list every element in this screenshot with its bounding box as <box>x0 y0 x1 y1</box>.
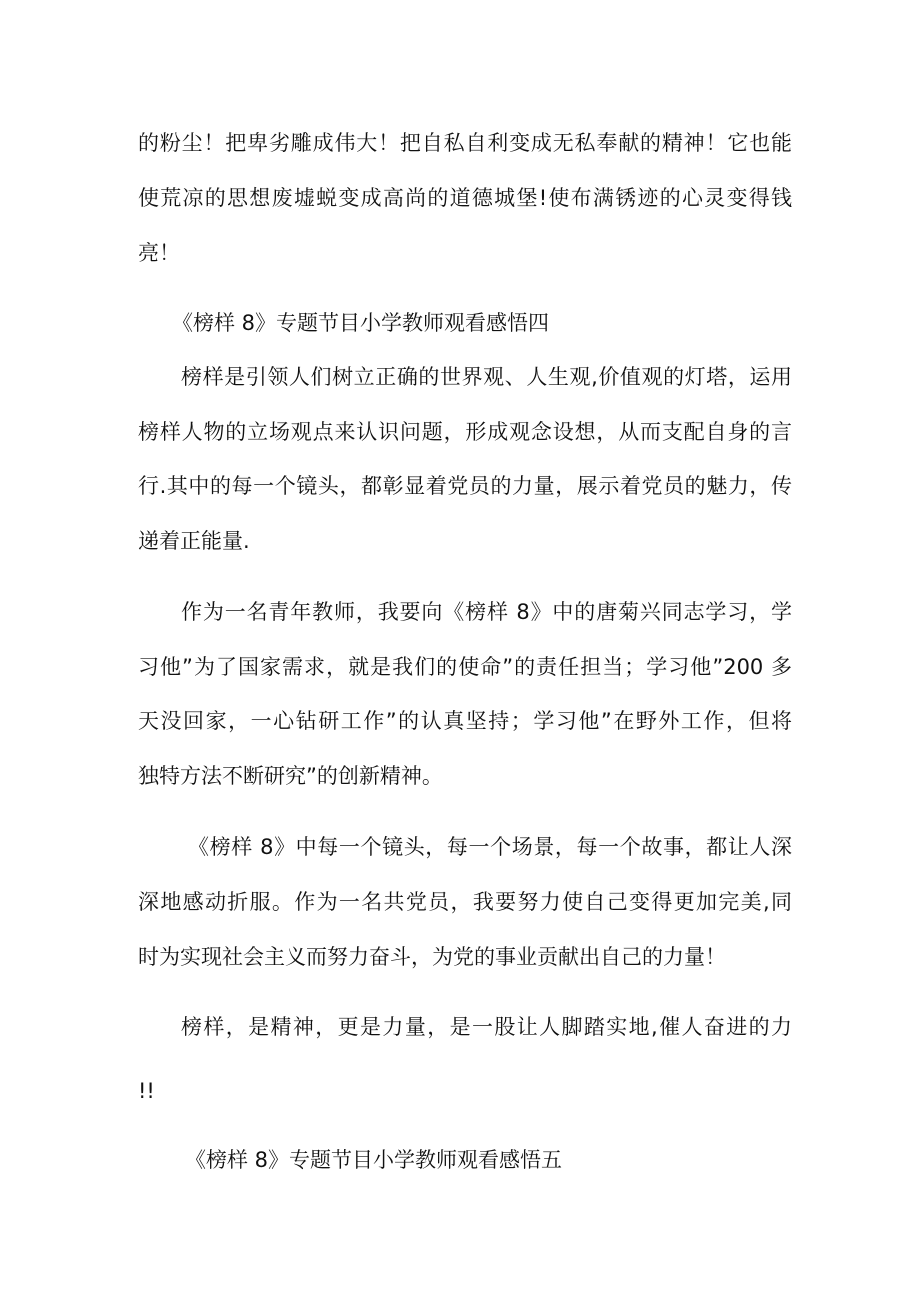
section-heading: 《榜样 8》专题节目小学教师观看感悟四 <box>172 311 550 335</box>
paragraph-line: 习他”为了国家需求，就是我们的使命”的责任担当；学习他”200 多 <box>138 655 792 679</box>
paragraph-line: 使荒凉的思想废墟蜕变成高尚的道德城堡!使布满锈迹的心灵变得钱 <box>138 186 792 210</box>
paragraph-line: 榜样是引领人们树立正确的世界观、人生观,价值观的灯塔，运用 <box>181 365 792 389</box>
paragraph-line: 天没回家，一心钻研工作”的认真坚持；学习他”在野外工作，但将 <box>138 709 792 733</box>
paragraph-line: 时为实现社会主义而努力奋斗，为党的事业贡献出自己的力量！ <box>138 945 726 969</box>
paragraph-line: !! <box>138 1079 155 1103</box>
section-heading: 《榜样 8》专题节目小学教师观看感悟五 <box>185 1148 563 1172</box>
paragraph-line: 的粉尘！把卑劣雕成伟大！把自私自利变成无私奉献的精神！它也能 <box>138 131 792 155</box>
paragraph-line: 《榜样 8》中每一个镜头，每一个场景，每一个故事，都让人深 <box>188 835 792 859</box>
paragraph-line: 亮！ <box>138 241 180 265</box>
paragraph-line: 榜样，是精神，更是力量，是一股让人脚踏实地,催人奋进的力 <box>181 1015 792 1039</box>
paragraph-line: 独特方法不断研究”的创新精神。 <box>138 764 443 788</box>
paragraph-line: 行.其中的每一个镜头，都彰显着党员的力量，展示着党员的魅力，传 <box>138 474 792 498</box>
paragraph-line: 深地感动折服。作为一名共党员，我要努力使自己变得更加完美,同 <box>138 890 792 914</box>
paragraph-line: 作为一名青年教师，我要向《榜样 8》中的唐菊兴同志学习，学 <box>181 600 792 624</box>
paragraph-line: 递着正能量. <box>138 529 250 553</box>
paragraph-line: 榜样人物的立场观点来认识问题，形成观念设想，从而支配自身的言 <box>138 420 792 444</box>
